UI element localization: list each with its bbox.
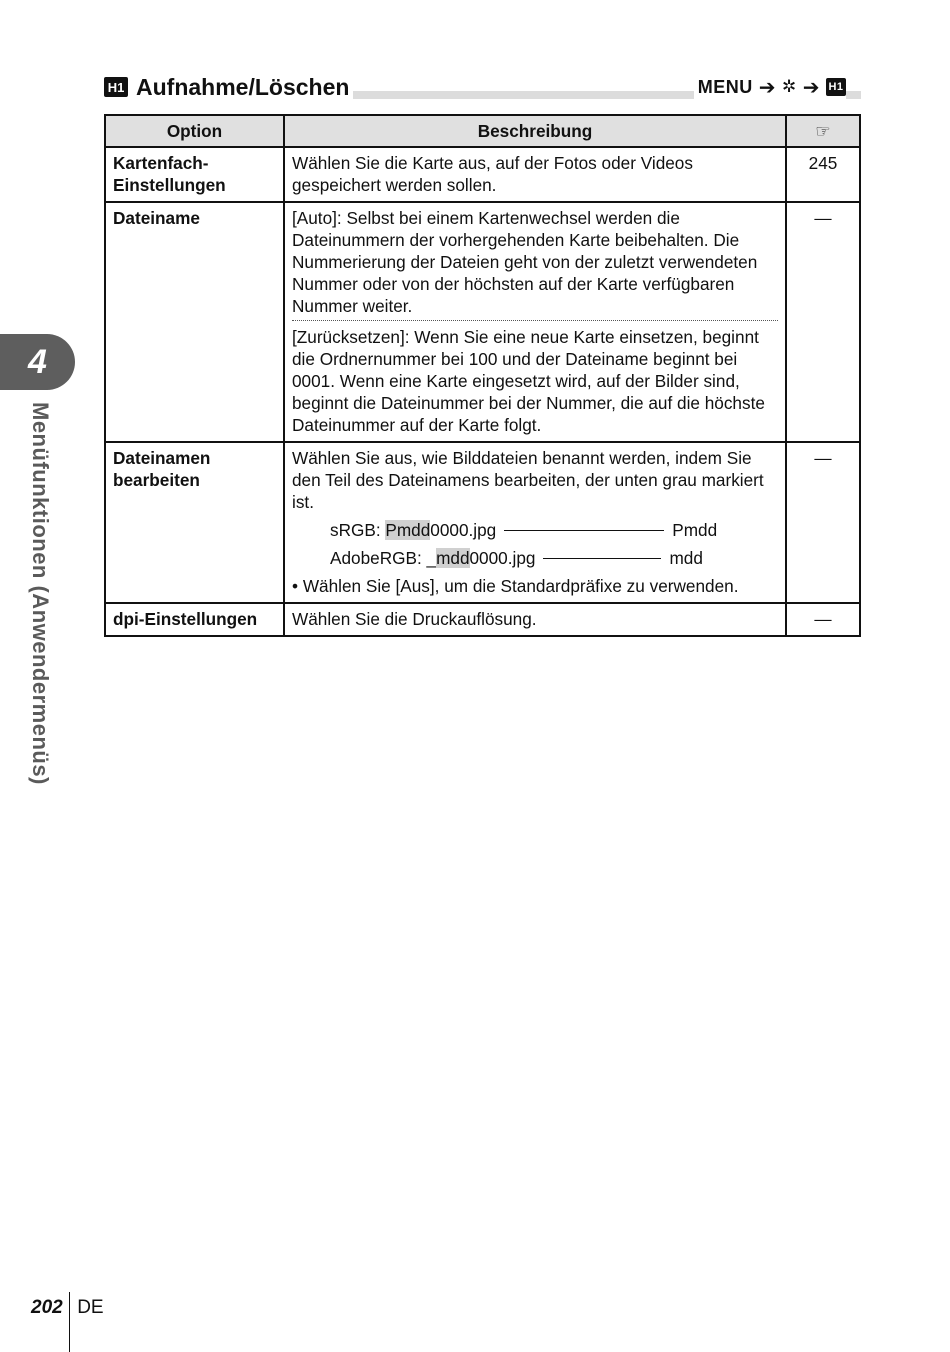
column-header-option: Option bbox=[105, 115, 284, 147]
connector-line bbox=[504, 530, 664, 531]
table-row bbox=[105, 147, 860, 202]
chapter-label: Menüfunktionen (Anwendermenüs) bbox=[28, 402, 53, 785]
note-text: Wählen Sie [Aus], um die Standardpräfixe zu verwenden. bbox=[302, 576, 739, 596]
reference-page: — bbox=[786, 603, 860, 636]
reference-page: 245 bbox=[786, 147, 860, 202]
adobergb-example bbox=[330, 547, 778, 569]
bullet-icon: • bbox=[292, 576, 299, 596]
option-name: dpi-Einstellungen bbox=[105, 603, 284, 636]
srgb-example bbox=[330, 519, 778, 541]
adobergb-label: AdobeRGB: bbox=[330, 548, 427, 568]
reference-page-icon: ☞ bbox=[786, 115, 860, 147]
column-header-description: Beschreibung bbox=[284, 115, 786, 147]
chapter-tab bbox=[0, 334, 75, 390]
option-name: Kartenfach- Einstellungen bbox=[105, 147, 284, 202]
srgb-label: sRGB: bbox=[330, 520, 386, 540]
option-name: Dateinamen bearbeiten bbox=[105, 442, 284, 603]
menu-path bbox=[694, 75, 846, 99]
dotted-divider bbox=[292, 320, 778, 321]
underscore-char: _ bbox=[426, 548, 437, 568]
option-description bbox=[284, 442, 786, 603]
footer-divider bbox=[69, 1292, 71, 1352]
description-text: Wählen Sie aus, wie Bilddateien benannt werden, indem Sie den Teil des Dateinamens bearbeiten, der unten grau markiert ist. bbox=[292, 448, 764, 512]
table-row bbox=[105, 202, 860, 442]
language-code: DE bbox=[77, 1297, 104, 1318]
table-header-row bbox=[105, 115, 860, 147]
menu-label: MENU bbox=[697, 76, 753, 97]
table-row bbox=[105, 603, 860, 636]
description-auto: [Auto]: Selbst bei einem Kartenwechsel werden die Dateinummern der vorhergehenden Karte beibehalten. Die Nummerierung der Dateien geht von der zuletzt verwendeten Nummer oder von der höchsten auf der Karte verfügbaren Nummer weiter. bbox=[292, 208, 758, 316]
reference-page: — bbox=[786, 442, 860, 603]
srgb-result: Pmdd bbox=[672, 520, 718, 540]
highlighted-prefix: mdd bbox=[436, 548, 470, 568]
arrow-right-icon: ➔ bbox=[802, 76, 820, 99]
page-title-text: Aufnahme/Löschen bbox=[136, 73, 350, 100]
chapter-number: 4 bbox=[28, 342, 47, 381]
filename-suffix: 0000.jpg bbox=[430, 520, 497, 540]
option-name: Dateiname bbox=[105, 202, 284, 442]
page-title bbox=[104, 72, 353, 102]
connector-line bbox=[543, 558, 661, 559]
table-row bbox=[105, 442, 860, 603]
gear-icon: ✲ bbox=[781, 77, 797, 96]
h1-menu-icon: H1 bbox=[826, 78, 846, 96]
description-reset: [Zurücksetzen]: Wenn Sie eine neue Karte einsetzen, beginnt die Ordnernummer bei 100 und der Dateiname beginnt bei 0001. Wenn eine Karte eingesetzt wird, auf der Bilder sind, beginnt die Dateinummer bei der Nummer, die auf die höchste Dateinummer auf der Karte folgt. bbox=[292, 327, 765, 435]
adobergb-result: mdd bbox=[669, 548, 703, 568]
option-description: Wählen Sie die Druckauflösung. bbox=[284, 603, 786, 636]
option-description: Wählen Sie die Karte aus, auf der Fotos oder Videos gespeichert werden sollen. bbox=[284, 147, 786, 202]
filename-suffix: 0000.jpg bbox=[469, 548, 536, 568]
settings-table bbox=[104, 114, 861, 637]
h1-menu-icon: H1 bbox=[104, 77, 128, 97]
reference-page: — bbox=[786, 202, 860, 442]
arrow-right-icon: ➔ bbox=[758, 76, 776, 99]
option-description bbox=[284, 202, 786, 442]
page-number: 202 bbox=[31, 1297, 63, 1318]
highlighted-prefix: Pmdd bbox=[385, 520, 431, 540]
page-footer bbox=[31, 1292, 104, 1352]
bullet-note bbox=[292, 575, 778, 597]
